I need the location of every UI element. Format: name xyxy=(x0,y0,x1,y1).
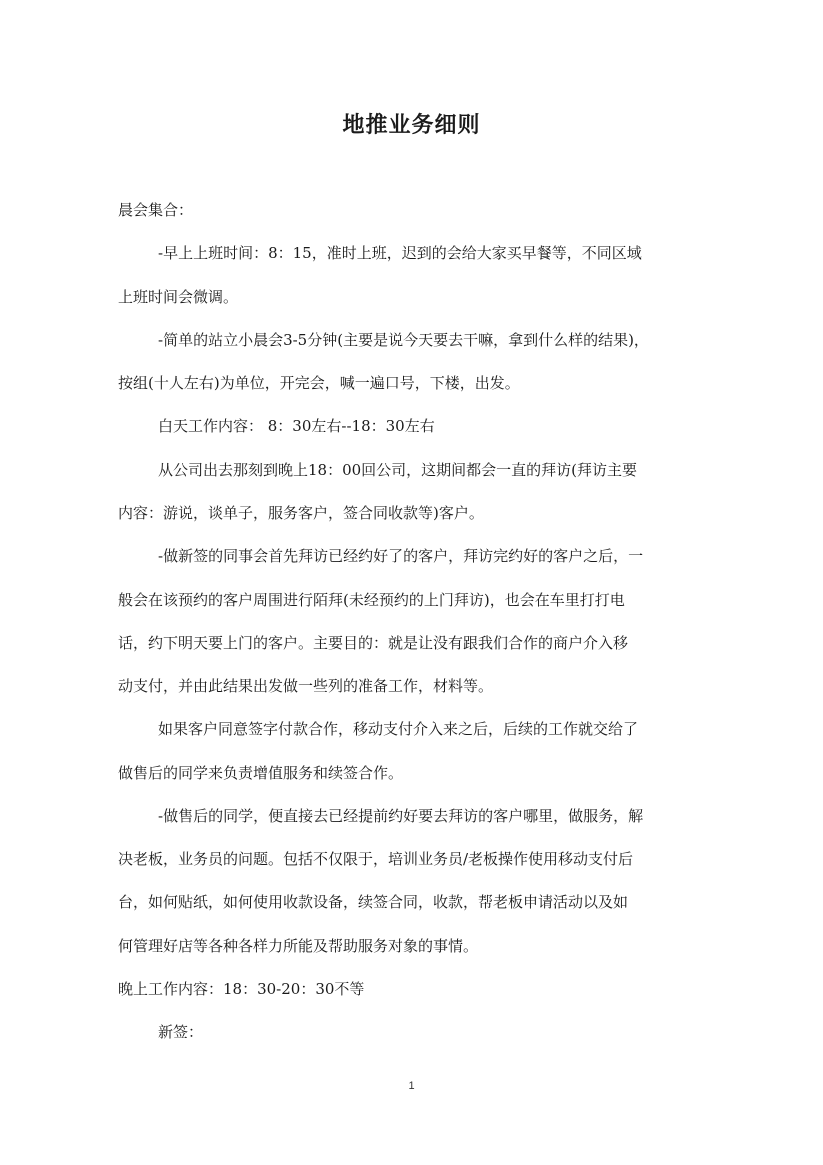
paragraph-line: 按组(十人左右)为单位，开完会，喊一遍口号，下楼，出发。 xyxy=(118,374,520,392)
paragraph-line: 决老板，业务员的问题。包括不仅限于，培训业务员/老板操作使用移动支付后 xyxy=(118,850,634,868)
paragraph-line: 从公司出去那刻到晚上18：00回公司，这期间都会一直的拜访(拜访主要 xyxy=(158,461,638,479)
paragraph-line: 内容：游说，谈单子，服务客户，签合同收款等)客户。 xyxy=(118,504,484,522)
page-number: 1 xyxy=(408,1080,415,1092)
paragraph-line: -简单的站立小晨会3-5分钟(主要是说今天要去干嘛，拿到什么样的结果)， xyxy=(158,331,649,349)
paragraph-line: 般会在该预约的客户周围进行陌拜(未经预约的上门拜访)，也会在车里打打电 xyxy=(118,591,625,609)
paragraph-line: 话，约下明天要上门的客户。主要目的：就是让没有跟我们合作的商户介入移 xyxy=(118,634,629,652)
document-title: 地推业务细则 xyxy=(342,112,481,138)
paragraph-line: 做售后的同学来负责增值服务和续签合作。 xyxy=(118,764,404,782)
section-heading-morning-meeting: 晨会集合： xyxy=(118,201,194,219)
paragraph-line: 台，如何贴纸，如何使用收款设备，续签合同，收款，帮老板申请活动以及如 xyxy=(118,893,629,911)
paragraph-line: 动支付，并由此结果出发做一些列的准备工作，材料等。 xyxy=(118,677,494,695)
paragraph-line: -做售后的同学，便直接去已经提前约好要去拜访的客户哪里，做服务，解 xyxy=(158,807,644,825)
section-heading-new-signing: 新签： xyxy=(158,1023,204,1041)
paragraph-line: 上班时间会微调。 xyxy=(118,288,239,306)
paragraph-line: -做新签的同事会首先拜访已经约好了的客户，拜访完约好的客户之后，一 xyxy=(158,547,644,565)
paragraph-line: 何管理好店等各种各样力所能及帮助服务对象的事情。 xyxy=(118,937,479,955)
section-heading-daytime-work: 白天工作内容： 8：30左右--18：30左右 xyxy=(158,417,435,435)
paragraph-line: -早上上班时间：8：15，准时上班，迟到的会给大家买早餐等，不同区域 xyxy=(158,244,642,262)
paragraph-line: 如果客户同意签字付款合作，移动支付介入来之后，后续的工作就交给了 xyxy=(158,720,639,738)
section-heading-evening-work: 晚上工作内容：18：30-20：30不等 xyxy=(118,980,365,998)
